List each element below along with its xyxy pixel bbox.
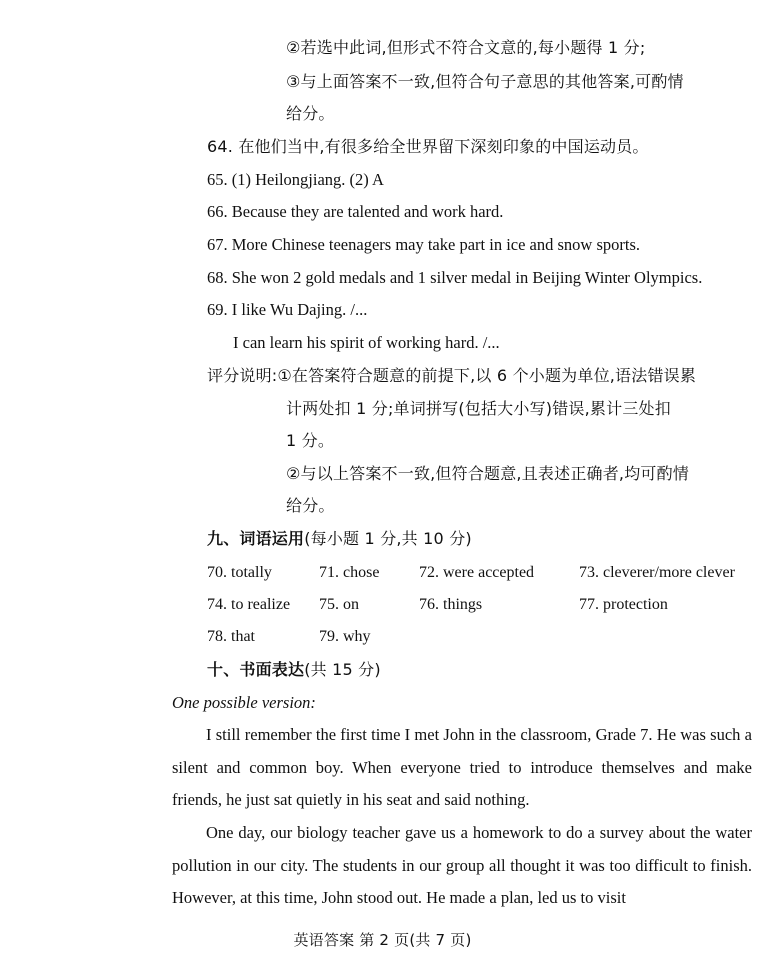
note-line-2: ②若选中此词,但形式不符合文意的,每小题得 1 分; <box>286 38 646 57</box>
answer-69-line-1: 69. I like Wu Dajing. /... <box>207 300 368 319</box>
answer-79: 79. why <box>319 628 371 645</box>
essay-paragraph-2: One day, our biology teacher gave us a homework to do a survey about the water pollution in our city. The students in our group all thought it was too difficult to finish. However, at this time, John stood out. He made a plan, led us to visit <box>172 823 752 907</box>
answer-69-line-2: I can learn his spirit of working hard. /... <box>233 333 500 352</box>
grading-line-4: ②与以上答案不一致,但符合题意,且表述正确者,均可酌情 <box>286 464 690 483</box>
answer-68: 68. She won 2 gold medals and 1 silver medal in Beijing Winter Olympics. <box>207 268 703 287</box>
grading-line-2: 计两处扣 1 分;单词拼写(包括大小写)错误,累计三处扣 <box>286 399 671 418</box>
answer-64: 64. 在他们当中,有很多给全世界留下深刻印象的中国运动员。 <box>207 137 649 156</box>
answer-78: 78. that <box>207 628 255 645</box>
grading-line-3: 1 分。 <box>286 431 335 450</box>
answer-77: 77. protection <box>579 596 668 613</box>
version-label: One possible version: <box>172 693 316 712</box>
note-line-3-cont: 给分。 <box>286 104 335 123</box>
answer-67: 67. More Chinese teenagers may take part in ice and snow sports. <box>207 235 641 254</box>
grading-line-1: 评分说明:①在答案符合题意的前提下,以 6 个小题为单位,语法错误累 <box>207 366 697 385</box>
section-9-heading <box>207 529 472 549</box>
section-10-score: (共 15 分) <box>304 660 381 679</box>
essay-paragraph-1: I still remember the first time I met John in the classroom, Grade 7. He was such a silent and common boy. When everyone tried to introduce themselves and make friends, he just sat quietly in his seat and said nothing. <box>172 725 752 809</box>
answer-75: 75. on <box>319 596 359 613</box>
answer-72: 72. were accepted <box>419 564 535 581</box>
answer-66: 66. Because they are talented and work hard. <box>207 202 504 221</box>
grading-line-5: 给分。 <box>286 496 335 515</box>
answer-74: 74. to realize <box>207 596 291 613</box>
page-footer: 英语答案 第 2 页(共 7 页) <box>293 931 472 949</box>
section-9-score: (每小题 1 分,共 10 分) <box>304 529 472 548</box>
answer-71: 71. chose <box>319 564 380 581</box>
section-9-title: 九、词语运用 <box>207 529 305 548</box>
note-line-3: ③与上面答案不一致,但符合句子意思的其他答案,可酌情 <box>286 72 684 91</box>
answer-65: 65. (1) Heilongjiang. (2) A <box>207 170 384 189</box>
answer-76: 76. things <box>419 596 483 613</box>
answer-70: 70. totally <box>207 564 272 581</box>
section-10-heading <box>207 660 381 680</box>
answer-73: 73. cleverer/more clever <box>579 564 735 581</box>
section-10-title: 十、书面表达 <box>207 660 305 679</box>
